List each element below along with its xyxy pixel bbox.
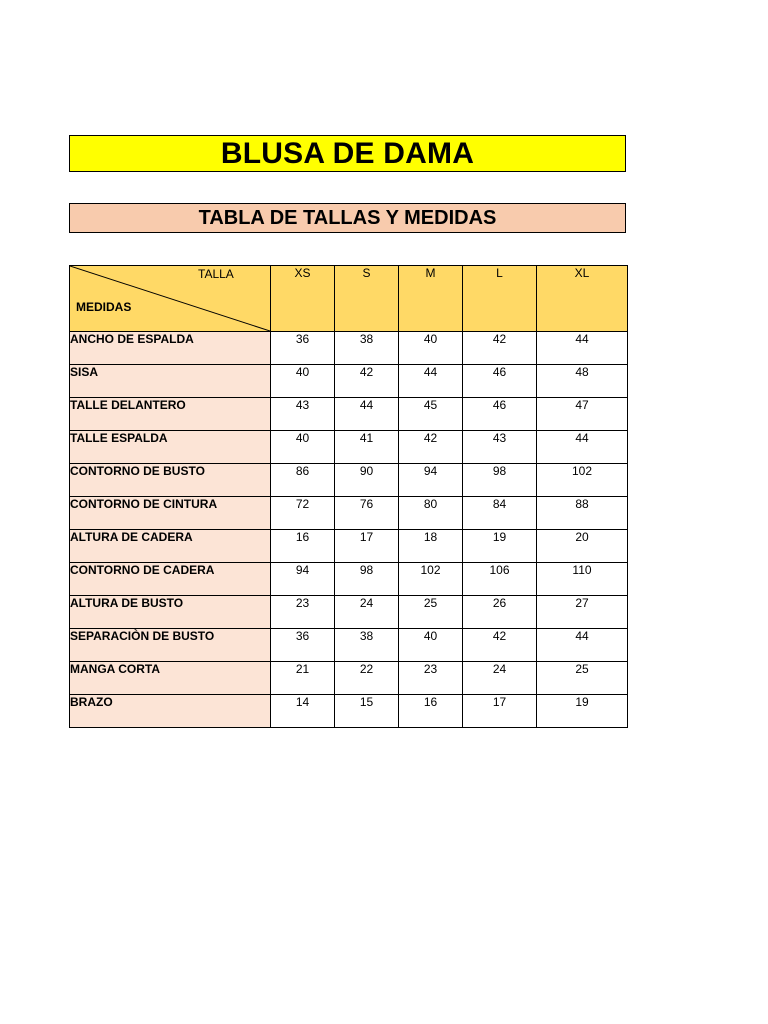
measurement-value: 42 — [399, 431, 463, 464]
measurement-value: 42 — [463, 629, 537, 662]
measurement-value: 18 — [399, 530, 463, 563]
diagonal-divider — [70, 266, 270, 331]
measurement-value: 47 — [537, 398, 628, 431]
measurement-value: 72 — [271, 497, 335, 530]
size-header: S — [335, 266, 399, 332]
measurement-value: 42 — [463, 332, 537, 365]
measurement-value: 46 — [463, 398, 537, 431]
document-title: BLUSA DE DAMA — [69, 135, 626, 172]
measurement-value: 40 — [271, 431, 335, 464]
measurement-value: 41 — [335, 431, 399, 464]
measurement-value: 44 — [537, 431, 628, 464]
corner-cell — [70, 266, 271, 332]
measurement-label: CONTORNO DE BUSTO — [70, 464, 271, 497]
size-header: M — [399, 266, 463, 332]
measurement-value: 106 — [463, 563, 537, 596]
measurement-label: SISA — [70, 365, 271, 398]
measurement-label: ALTURA DE CADERA — [70, 530, 271, 563]
measurement-value: 40 — [399, 332, 463, 365]
measurement-label: ALTURA DE BUSTO — [70, 596, 271, 629]
measurement-label: CONTORNO DE CADERA — [70, 563, 271, 596]
measurement-label: BRAZO — [70, 695, 271, 728]
table-body — [70, 332, 628, 728]
measurement-value: 88 — [537, 497, 628, 530]
size-header: XL — [537, 266, 628, 332]
corner-label-talla: TALLA — [198, 267, 234, 281]
table-subtitle: TABLA DE TALLAS Y MEDIDAS — [69, 203, 626, 233]
measurement-value: 40 — [271, 365, 335, 398]
measurement-value: 14 — [271, 695, 335, 728]
measurement-value: 40 — [399, 629, 463, 662]
measurement-value: 23 — [271, 596, 335, 629]
measurement-label: ANCHO DE ESPALDA — [70, 332, 271, 365]
measurement-label: MANGA CORTA — [70, 662, 271, 695]
measurement-value: 94 — [271, 563, 335, 596]
measurement-value: 44 — [399, 365, 463, 398]
measurement-label: TALLE DELANTERO — [70, 398, 271, 431]
measurement-value: 42 — [335, 365, 399, 398]
table-row — [70, 431, 628, 464]
measurement-value: 27 — [537, 596, 628, 629]
measurement-value: 102 — [399, 563, 463, 596]
measurement-value: 36 — [271, 629, 335, 662]
measurement-value: 16 — [399, 695, 463, 728]
header-row — [70, 266, 628, 332]
measurement-value: 98 — [463, 464, 537, 497]
corner-label-medidas: MEDIDAS — [76, 300, 132, 314]
measurement-value: 17 — [335, 530, 399, 563]
measurement-value: 17 — [463, 695, 537, 728]
measurement-value: 24 — [335, 596, 399, 629]
measurement-value: 15 — [335, 695, 399, 728]
measurement-value: 26 — [463, 596, 537, 629]
measurement-value: 23 — [399, 662, 463, 695]
measurement-value: 36 — [271, 332, 335, 365]
table-row — [70, 464, 628, 497]
measurement-value: 110 — [537, 563, 628, 596]
measurement-value: 98 — [335, 563, 399, 596]
size-header: L — [463, 266, 537, 332]
measurement-label: TALLE ESPALDA — [70, 431, 271, 464]
measurement-value: 16 — [271, 530, 335, 563]
size-chart-table — [69, 265, 628, 728]
size-header: XS — [271, 266, 335, 332]
table-row — [70, 695, 628, 728]
table-row — [70, 596, 628, 629]
measurement-value: 43 — [463, 431, 537, 464]
measurement-value: 44 — [537, 332, 628, 365]
measurement-value: 102 — [537, 464, 628, 497]
measurement-value: 44 — [537, 629, 628, 662]
measurement-value: 38 — [335, 332, 399, 365]
measurement-value: 48 — [537, 365, 628, 398]
measurement-value: 38 — [335, 629, 399, 662]
measurement-value: 20 — [537, 530, 628, 563]
measurement-value: 24 — [463, 662, 537, 695]
table-row — [70, 530, 628, 563]
measurement-value: 45 — [399, 398, 463, 431]
table-row — [70, 563, 628, 596]
measurement-label: CONTORNO DE CINTURA — [70, 497, 271, 530]
measurement-value: 43 — [271, 398, 335, 431]
table-row — [70, 398, 628, 431]
measurement-value: 19 — [537, 695, 628, 728]
measurement-label: SEPARACIÒN DE BUSTO — [70, 629, 271, 662]
measurement-value: 76 — [335, 497, 399, 530]
measurement-value: 19 — [463, 530, 537, 563]
measurement-value: 46 — [463, 365, 537, 398]
measurement-value: 21 — [271, 662, 335, 695]
measurement-value: 86 — [271, 464, 335, 497]
measurement-value: 25 — [537, 662, 628, 695]
measurement-value: 94 — [399, 464, 463, 497]
table-row — [70, 629, 628, 662]
table-row — [70, 497, 628, 530]
table-row — [70, 332, 628, 365]
measurement-value: 84 — [463, 497, 537, 530]
measurement-value: 80 — [399, 497, 463, 530]
table-row — [70, 365, 628, 398]
measurement-value: 44 — [335, 398, 399, 431]
measurement-value: 90 — [335, 464, 399, 497]
measurement-value: 25 — [399, 596, 463, 629]
table-row — [70, 662, 628, 695]
measurement-value: 22 — [335, 662, 399, 695]
